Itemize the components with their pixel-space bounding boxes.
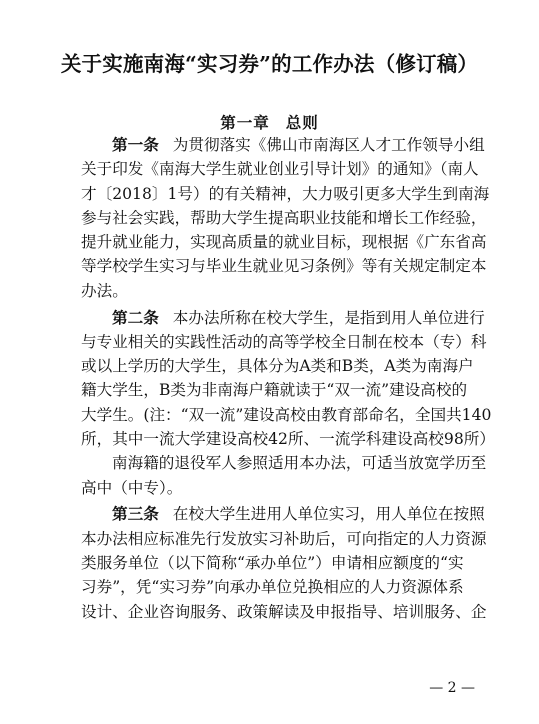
document-title: 关于实施南海“实习券”的工作办法（修订稿） <box>60 52 479 76</box>
article-2-line-5: 大学生。(注：“双一流”建设高校由教育部命名，全国共140 <box>81 405 492 424</box>
document-body <box>81 133 495 624</box>
chapter-number: 第一章 <box>220 113 270 132</box>
article-2-line-1: 第二条 本办法所称在校大学生，是指到用人单位进行 <box>112 307 485 327</box>
article-1-line-6: 等学校学生实习与毕业生就业见习条例》等有关规定制定本 <box>81 257 487 276</box>
article-3-label: 第三条 <box>112 504 159 524</box>
article-2-line-4: 籍大学生，B类为非南海户籍就读于“双一流”建设高校的 <box>81 381 468 400</box>
article-3-line-1: 第三条 在校大学生进用人单位实习，用人单位在按照 <box>112 504 485 524</box>
page-number: — 2 — <box>429 680 475 696</box>
chapter-name: 总则 <box>285 113 319 132</box>
article-2-label: 第二条 <box>112 307 159 327</box>
article-2-line-2: 与专业相关的实践性活动的高等学校全日制在校本（专）科 <box>81 332 487 351</box>
article-2-line-3: 或以上学历的大学生，具体分为A类和B类，A类为南海户 <box>81 357 474 376</box>
article-2-line-6: 所，其中一流大学建设高校42所、一流学科建设高校98所） <box>81 430 495 449</box>
article-1-line-7: 办法。 <box>81 281 128 300</box>
article-2-note-line-1: 南海籍的退役军人参照适用本办法，可适当放宽学历至 <box>112 454 487 473</box>
article-1-line-5: 提升就业能力，实现高质量的就业目标，现根据《广东省高 <box>81 233 487 252</box>
article-3-line-2: 本办法相应标准先行发放实习补助后，可向指定的人力资源 <box>81 529 487 548</box>
article-3-line-3: 类服务单位（以下简称“承办单位”）申请相应额度的“实 <box>81 554 464 573</box>
article-1-line-2: 关于印发《南海大学生就业创业引导计划》的通知》（南人 <box>81 160 479 179</box>
article-3-line-4: 习券”，凭“实习券”向承办单位兑换相应的人力资源体系 <box>81 578 464 597</box>
article-1-line-1: 第一条 为贯彻落实《佛山市南海区人才工作领导小组 <box>112 135 485 154</box>
article-1-label: 第一条 <box>112 135 159 154</box>
chapter-heading <box>0 111 539 133</box>
article-3-line-5: 设计、企业咨询服务、政策解读及申报指导、培训服务、企 <box>81 602 487 621</box>
article-1-line-3: 才〔2018〕1号）的有关精神，大力吸引更多大学生到南海 <box>81 184 490 203</box>
article-2-note-line-2: 高中（中专）。 <box>81 478 183 497</box>
article-1-line-4: 参与社会实践，帮助大学生提高职业技能和增长工作经验， <box>81 208 487 227</box>
